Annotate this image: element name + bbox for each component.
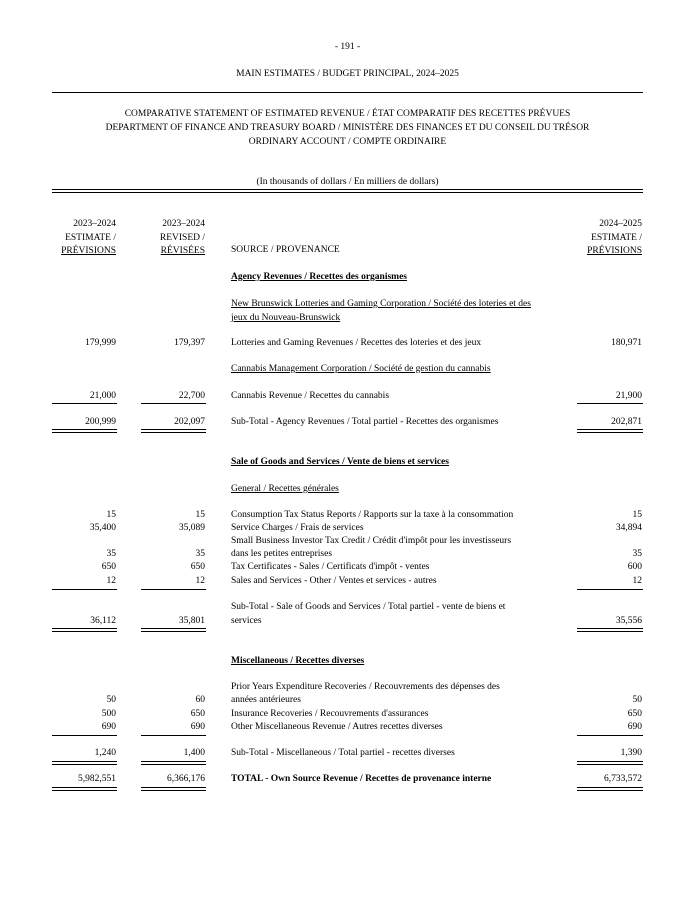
agency-subtotal-2023-estimate: 200,999 [85,417,116,427]
prior-years-2023-estimate: 50 [106,695,116,705]
subsection-lotteries-corporation [231,298,531,325]
double-rule [141,787,206,791]
cannabis-description: Cannabis Revenue / Recettes du cannabis [231,391,390,401]
consumption-2024-estimate: 15 [632,510,642,520]
section-title-goods-services: Sale of Goods and Services / Vente de biens et services [231,457,449,467]
column-header-year: 2024–2025 [599,219,642,229]
header-rule [52,92,643,93]
section-title-agency: Agency Revenues / Recettes des organismes [231,272,407,282]
other-misc-2024-estimate: 690 [627,722,642,732]
prior-years-2024-estimate: 50 [632,695,642,705]
column-header-type-fr: PRÉVISIONS [587,246,642,256]
agency-subtotal-2024-estimate: 202,871 [611,417,642,427]
column-header-type-fr: RÉVISÉES [160,246,205,256]
double-rule [52,628,117,632]
agency-subtotal-2023-revised: 202,097 [174,417,205,427]
sales-other-2024-estimate: 12 [632,576,642,586]
tax-certificates-description: Tax Certificates - Sales / Certificats d'impôt - ventes [231,562,430,572]
sales-other-2023-estimate: 12 [106,576,116,586]
double-rule [577,628,643,632]
service-2023-revised: 35,089 [178,523,205,533]
misc-subtotal-2023-estimate: 1,240 [94,748,116,758]
column-header-year: 2023–2024 [73,219,116,229]
subsection-line: New Brunswick Lotteries and Gaming Corporation / Société des loteries et des [231,299,531,309]
double-rule [52,761,117,765]
rule [141,403,206,404]
cannabis-2023-estimate: 21,000 [89,391,116,401]
units-note: (In thousands of dollars / En milliers de dollars) [256,177,439,187]
double-rule [141,429,206,433]
sales-other-description: Sales and Services - Other / Ventes et services - autres [231,576,437,586]
service-description: Service Charges / Frais de services [231,523,364,533]
cannabis-2024-estimate: 21,900 [615,391,642,401]
consumption-2023-estimate: 15 [106,510,116,520]
rule [577,589,643,590]
goods-subtotal-description-line-2: services [231,616,262,626]
page-number: - 191 - [334,42,361,52]
rule [52,403,117,404]
double-rule [141,761,206,765]
column-header-2024-estimate [577,218,642,259]
small-business-2024-estimate: 35 [632,549,642,559]
double-rule [577,429,643,433]
other-misc-2023-revised: 690 [190,722,205,732]
consumption-description: Consumption Tax Status Reports / Rapports sur la taxe à la consommation [231,510,514,520]
misc-subtotal-description: Sub-Total - Miscellaneous / Total partiel - recettes diverses [231,748,455,758]
double-rule [577,787,643,791]
misc-subtotal-2023-revised: 1,400 [183,748,205,758]
column-header-type-fr: PRÉVISIONS [61,246,116,256]
double-rule [52,787,117,791]
rule [141,735,206,736]
double-rule [52,429,117,433]
total-description: TOTAL - Own Source Revenue / Recettes de provenance interne [231,774,492,784]
lotteries-2024-estimate: 180,971 [611,338,642,348]
insurance-2023-revised: 650 [190,709,205,719]
goods-subtotal-description-line-1: Sub-Total - Sale of Goods and Services / Total partiel - vente de biens et [231,602,506,612]
cannabis-2023-revised: 22,700 [178,391,205,401]
agency-subtotal-description: Sub-Total - Agency Revenues / Total partiel - Recettes des organismes [231,417,499,427]
misc-subtotal-2024-estimate: 1,390 [620,748,642,758]
section-title-miscellaneous: Miscellaneous / Recettes diverses [231,656,365,666]
tax-certificates-2023-estimate: 650 [101,562,116,572]
column-header-type: ESTIMATE / [65,232,116,243]
service-2024-estimate: 34,894 [615,523,642,533]
insurance-2024-estimate: 650 [627,709,642,719]
sales-other-2023-revised: 12 [195,576,205,586]
goods-subtotal-2024-estimate: 35,556 [615,616,642,626]
column-header-source: SOURCE / PROVENANCE [231,245,340,255]
tax-certificates-2024-estimate: 600 [627,562,642,572]
double-rule [577,761,643,765]
heading-line-3: ORDINARY ACCOUNT / COMPTE ORDINAIRE [248,137,447,147]
heading-line-2: DEPARTMENT OF FINANCE AND TREASURY BOARD / MINISTÈRE DES FINANCES ET DU CONSEIL DU TRÉSOR [105,123,590,133]
units-double-rule [52,189,643,193]
other-misc-description: Other Miscellaneous Revenue / Autres recettes diverses [231,722,443,732]
subsection-line: jeux du Nouveau-Brunswick [231,312,341,323]
rule [141,589,206,590]
lotteries-2023-estimate: 179,999 [85,338,116,348]
small-business-description-line-2: dans les petites entreprises [231,549,333,559]
total-2023-estimate: 5,982,551 [78,774,116,784]
subsection-cannabis-corporation: Cannabis Management Corporation / Société de gestion du cannabis [231,364,491,374]
column-header-type: ESTIMATE / [591,232,642,243]
lotteries-2023-revised: 179,397 [174,338,205,348]
other-misc-2023-estimate: 690 [101,722,116,732]
service-2023-estimate: 35,400 [89,523,116,533]
lotteries-description: Lotteries and Gaming Revenues / Recettes des loteries et des jeux [231,338,482,348]
small-business-description-line-1: Small Business Investor Tax Credit / Crédit d'impôt pour les investisseurs [231,536,512,546]
rule [52,589,117,590]
rule [577,735,643,736]
heading-line-1: COMPARATIVE STATEMENT OF ESTIMATED REVENUE / ÉTAT COMPARATIF DES RECETTES PRÉVUES [124,109,571,119]
column-header-2023-estimate [52,218,116,259]
double-rule [141,628,206,632]
prior-years-description-line-2: années antérieures [231,695,301,705]
subsection-general: General / Recettes générales [231,484,339,494]
consumption-2023-revised: 15 [195,510,205,520]
small-business-2023-estimate: 35 [106,549,116,559]
rule [577,403,643,404]
rule [52,735,117,736]
prior-years-2023-revised: 60 [195,695,205,705]
column-header-2023-revised [141,218,205,259]
tax-certificates-2023-revised: 650 [190,562,205,572]
insurance-2023-estimate: 500 [101,709,116,719]
running-title: MAIN ESTIMATES / BUDGET PRINCIPAL, 2024–2025 [236,69,459,79]
goods-subtotal-2023-estimate: 36,112 [90,616,116,626]
prior-years-description-line-1: Prior Years Expenditure Recoveries / Recouvrements des dépenses des [231,682,500,692]
total-2024-estimate: 6,733,572 [604,774,642,784]
column-header-year: 2023–2024 [162,219,205,229]
total-2023-revised: 6,366,176 [167,774,205,784]
goods-subtotal-2023-revised: 35,801 [178,616,205,626]
column-header-type: REVISED / [159,232,205,243]
insurance-description: Insurance Recoveries / Recouvrements d'assurances [231,709,429,719]
small-business-2023-revised: 35 [195,549,205,559]
